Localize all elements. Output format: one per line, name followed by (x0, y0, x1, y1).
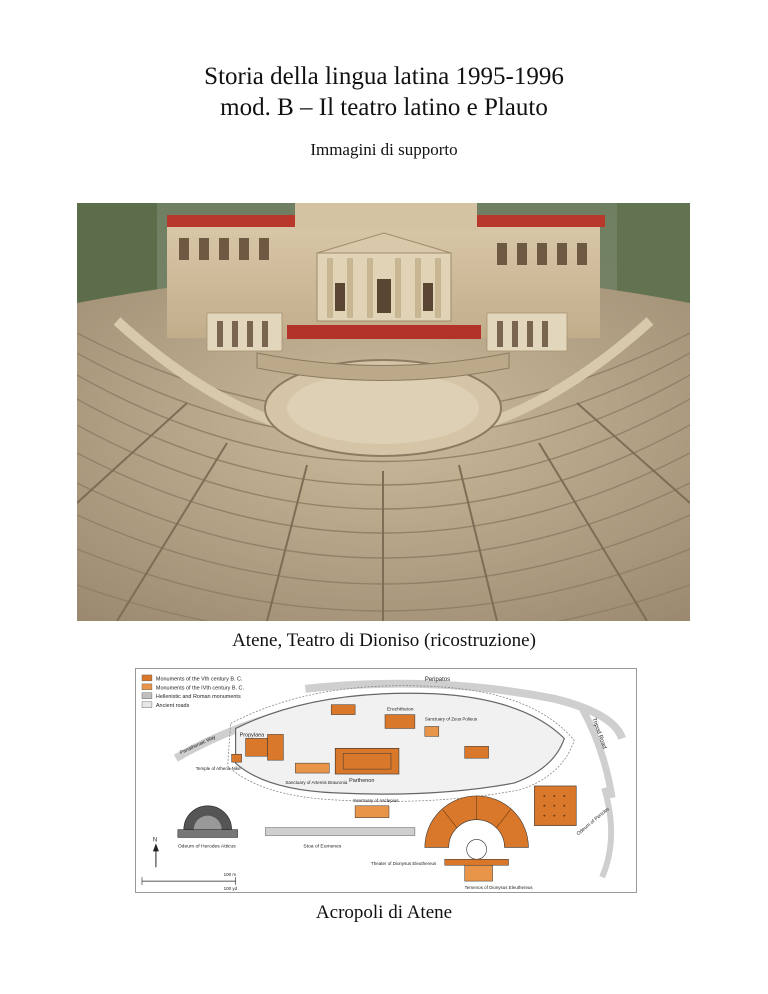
document-title-line2: mod. B – Il teatro latino e Plauto (220, 94, 548, 121)
label-sanctuary-zeus: Sanctuary of Zeus Polieus (424, 716, 478, 722)
legend-label-vth-century: Monuments of the Vth century B. C. (155, 676, 243, 683)
figure1-caption: Atene, Teatro di Dioniso (ricostruzione) (232, 630, 536, 651)
legend-label-hellenistic-roman: Hellenistic and Roman monuments (155, 694, 241, 701)
label-tripod-road: Tripod Road (590, 717, 608, 750)
svg-text:100 m: 100 m (223, 872, 237, 878)
legend-label-ivth-century: Monuments of the IVth century B. C. (155, 685, 245, 692)
svg-text:100 yd: 100 yd (223, 886, 238, 892)
legend-swatch-ivth-century (142, 684, 152, 690)
label-theater-dionysus: Theater of Dionysus Eleuthereus (371, 861, 437, 867)
label-panathenaic-way: Panathenaic Way (179, 735, 217, 757)
svg-text:N: N (152, 837, 158, 844)
legend-swatch-ancient-roads (142, 702, 152, 708)
label-erechtheion: Erechtheion (386, 707, 414, 713)
label-propylaea: Propylaea (239, 732, 265, 739)
legend-swatch-hellenistic-roman (142, 693, 152, 699)
label-temple-athena-nike: Temple of Athena Nike (195, 766, 241, 772)
legend-label-ancient-roads: Ancient roads (155, 703, 190, 710)
figure2-caption: Acropoli di Atene (315, 902, 453, 923)
label-peripatos: Peripatos (424, 676, 451, 683)
theater-reconstruction-photo (77, 203, 690, 621)
label-odeum-herodes: Odeum of Herodes Atticus (177, 844, 236, 850)
label-sanctuary-artemis: Sanctuary of Artemis Brauronia (285, 779, 348, 785)
label-temenos: Temenos of Dionysus Eleuthereus (464, 885, 533, 891)
document-title-line1: Storia della lingua latina 1995-1996 (204, 63, 564, 90)
document-subtitle: Immagini di supporto (310, 140, 458, 159)
acropolis-map (135, 668, 637, 893)
legend-swatch-vth-century (142, 675, 152, 681)
label-odeum-pericles: Odeum of Pericles (576, 807, 611, 838)
label-sanctuary-asclepius: Sanctuary of Asclepius (353, 797, 399, 803)
label-parthenon: Parthenon (349, 777, 375, 784)
label-stoa-eumenes: Stoa of Eumenes (303, 844, 342, 850)
